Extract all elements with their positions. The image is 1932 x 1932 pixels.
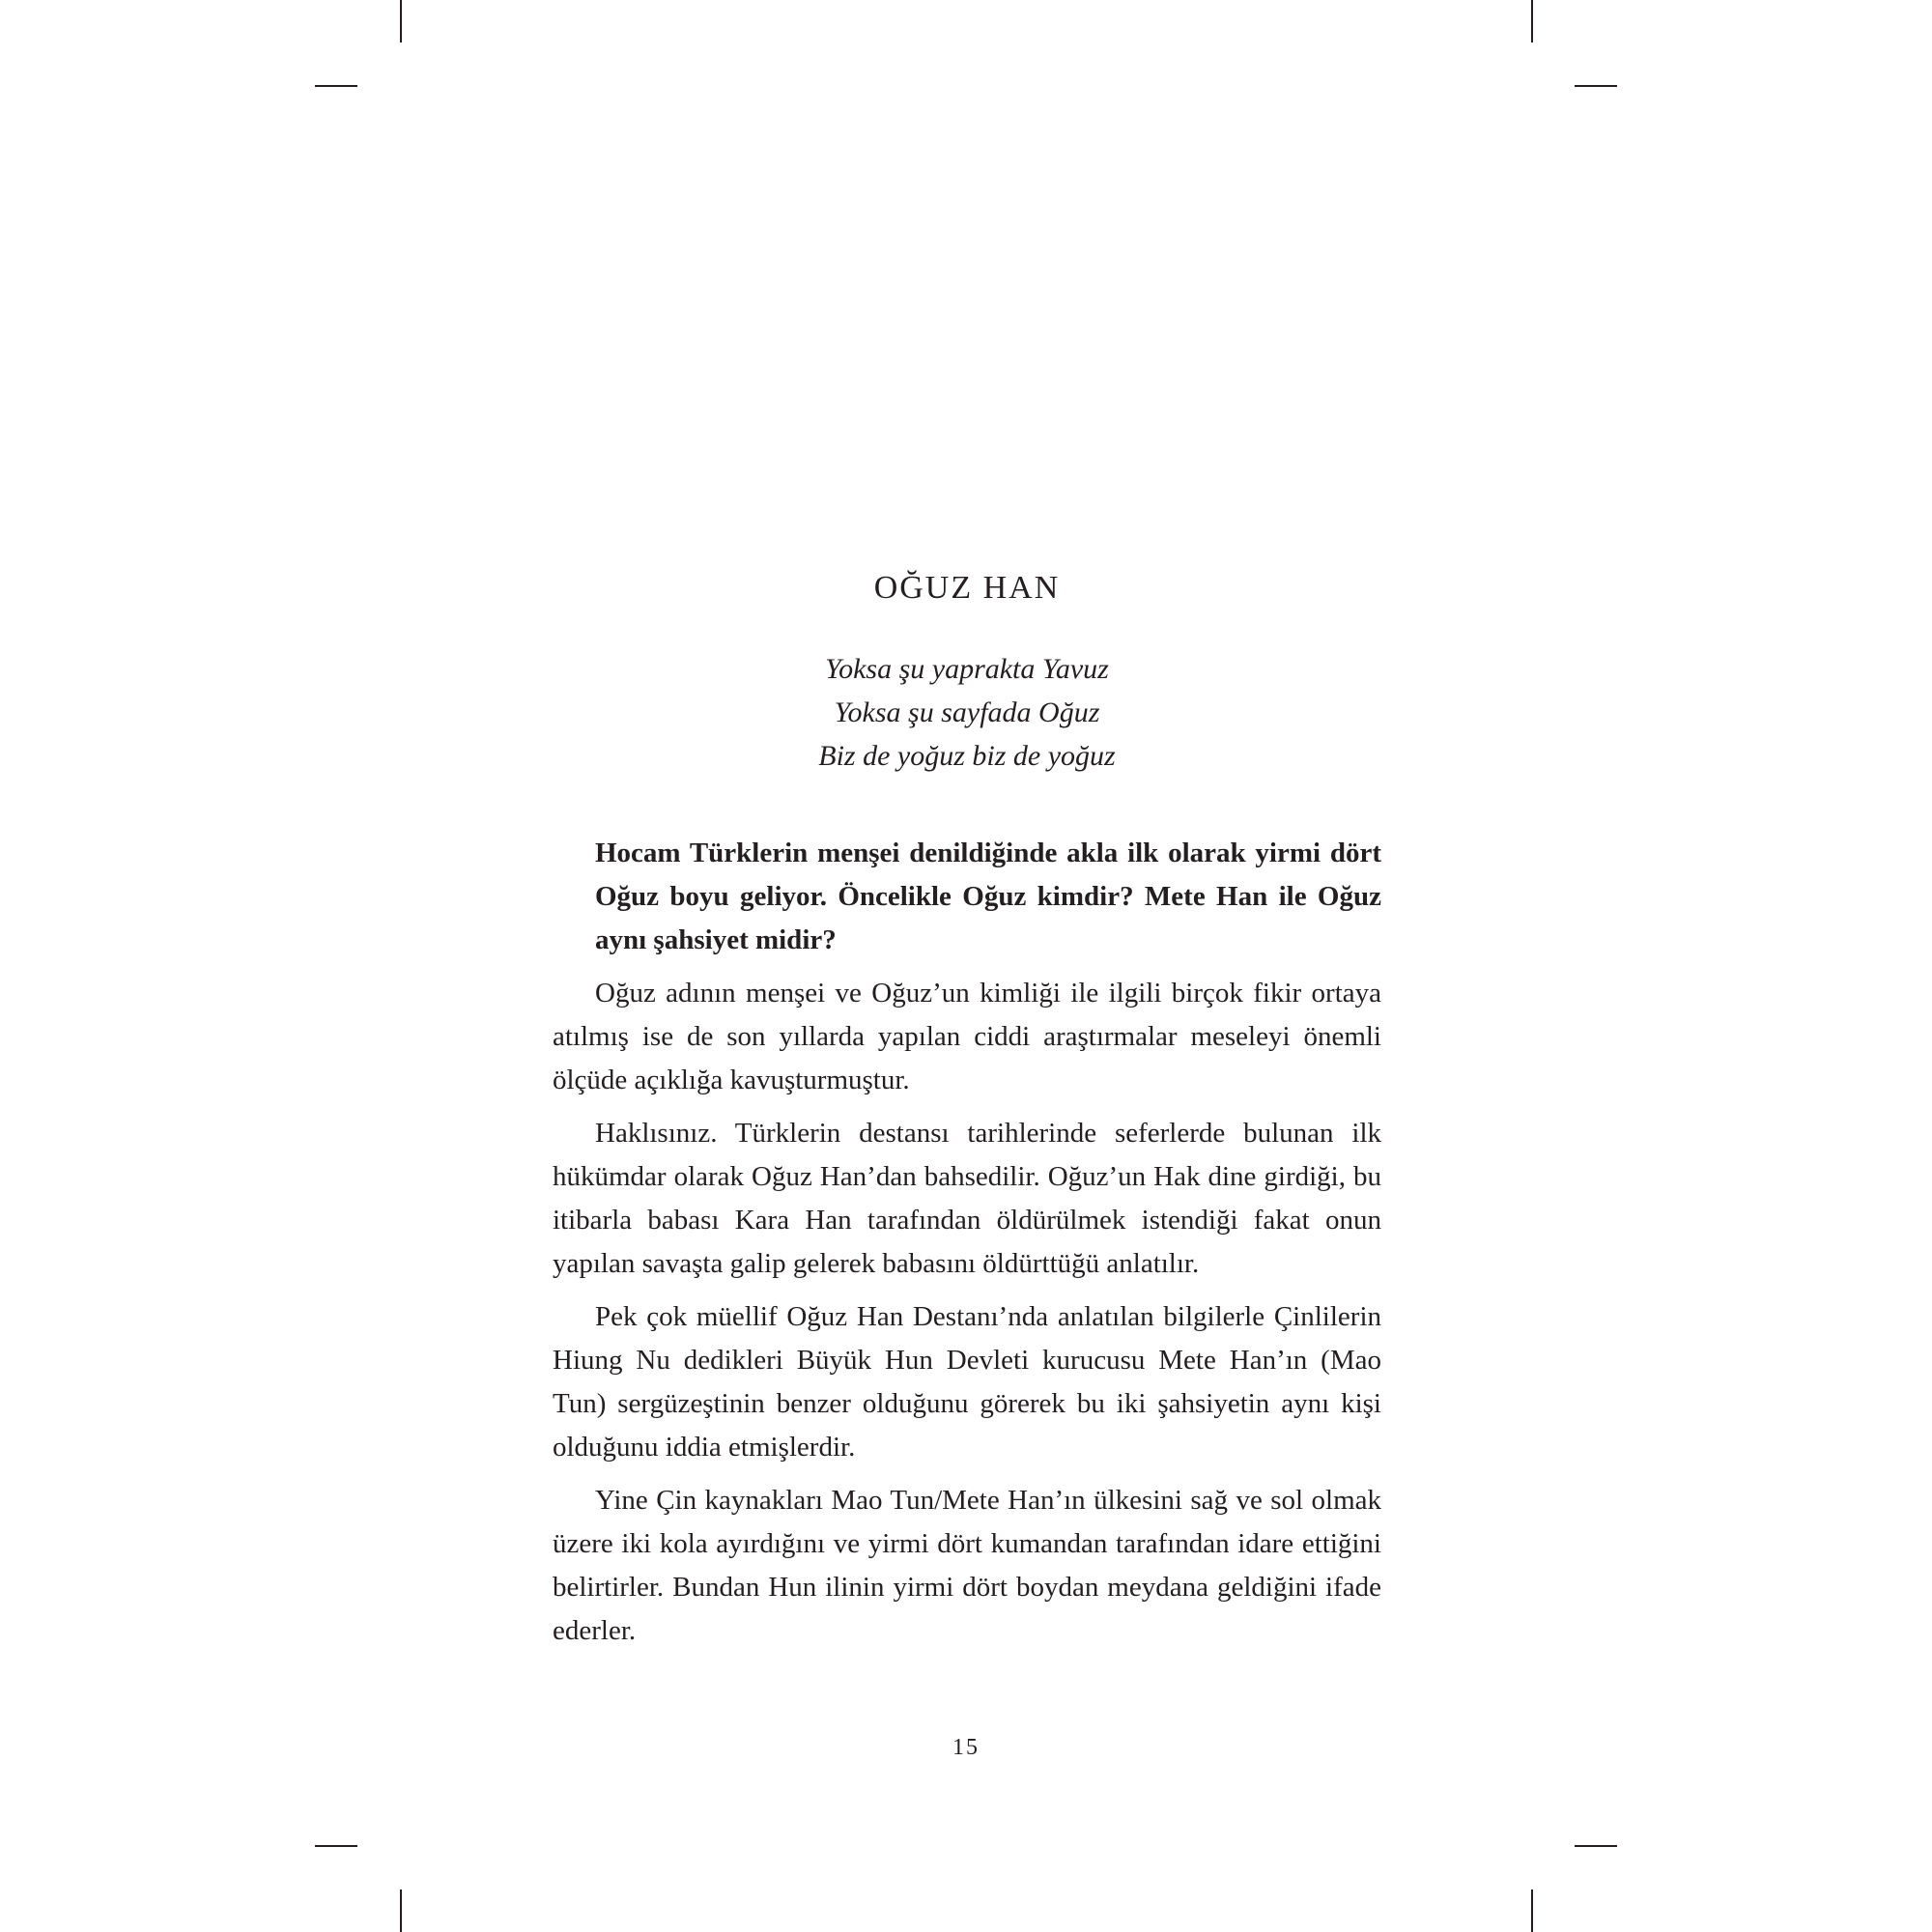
crop-mark-top-left bbox=[400, 0, 402, 43]
page-number: 15 bbox=[952, 1735, 980, 1760]
body-paragraph: Yine Çin kaynakları Mao Tun/Mete Han’ın ülkesini sağ ve sol olmak üzere iki kola ayırdığını ve yirmi dört kumandan tarafından idare ettiğini belirtirler. Bundan Hun ilinin yirmi dört boydan meydana geldiğini ifade ederler. bbox=[553, 1485, 1381, 1646]
epigraph bbox=[553, 647, 1381, 778]
crop-mark-right-top bbox=[1575, 85, 1617, 87]
crop-mark-bottom-right bbox=[1531, 1889, 1533, 1932]
text-block bbox=[553, 570, 1381, 1662]
epigraph-line: Yoksa şu yaprakta Yavuz bbox=[825, 653, 1109, 685]
body-paragraph: Pek çok müellif Oğuz Han Destanı’nda anlatılan bilgilerle Çinlilerin Hiung Nu dedikleri Büyük Hun Devleti kurucusu Mete Han’ın (Mao Tun) sergüzeştinin benzer olduğunu görerek bu iki şahsiyetin aynı kişi olduğunu iddia etmişlerdir. bbox=[553, 1301, 1381, 1463]
crop-mark-left-top bbox=[315, 85, 357, 87]
epigraph-line: Biz de yoğuz biz de yoğuz bbox=[818, 740, 1116, 772]
crop-mark-bottom-left bbox=[400, 1889, 402, 1932]
interview-question: Hocam Türklerin menşei denildiğinde akla ilk olarak yirmi dört Oğuz boyu geliyor. Öncelikle Oğuz kimdir? Mete Han ile Oğuz aynı şahsiyet midir? bbox=[595, 838, 1381, 955]
body-paragraph: Haklısınız. Türklerin destansı tarihlerinde seferlerde bulunan ilk hükümdar olarak Oğuz Han’dan bahsedilir. Oğuz’un Hak dine girdiği, bu itibarla babası Kara Han tarafından öldürülmek istendiği fakat onun yapılan savaşta galip gelerek babasını öldürttüğü anlatılır. bbox=[553, 1118, 1381, 1279]
chapter-title: OĞUZ HAN bbox=[873, 570, 1061, 606]
body-paragraph: Oğuz adının menşei ve Oğuz’un kimliği ile ilgili birçok fikir ortaya atılmış ise de son yıllarda yapılan ciddi araştırmalar meseleyi önemli ölçüde açıklığa kavuşturmuştur. bbox=[553, 978, 1381, 1095]
epigraph-line: Yoksa şu sayfada Oğuz bbox=[834, 696, 1100, 728]
crop-mark-left-bottom bbox=[315, 1845, 357, 1847]
crop-mark-right-bottom bbox=[1575, 1845, 1617, 1847]
crop-mark-top-right bbox=[1531, 0, 1533, 43]
